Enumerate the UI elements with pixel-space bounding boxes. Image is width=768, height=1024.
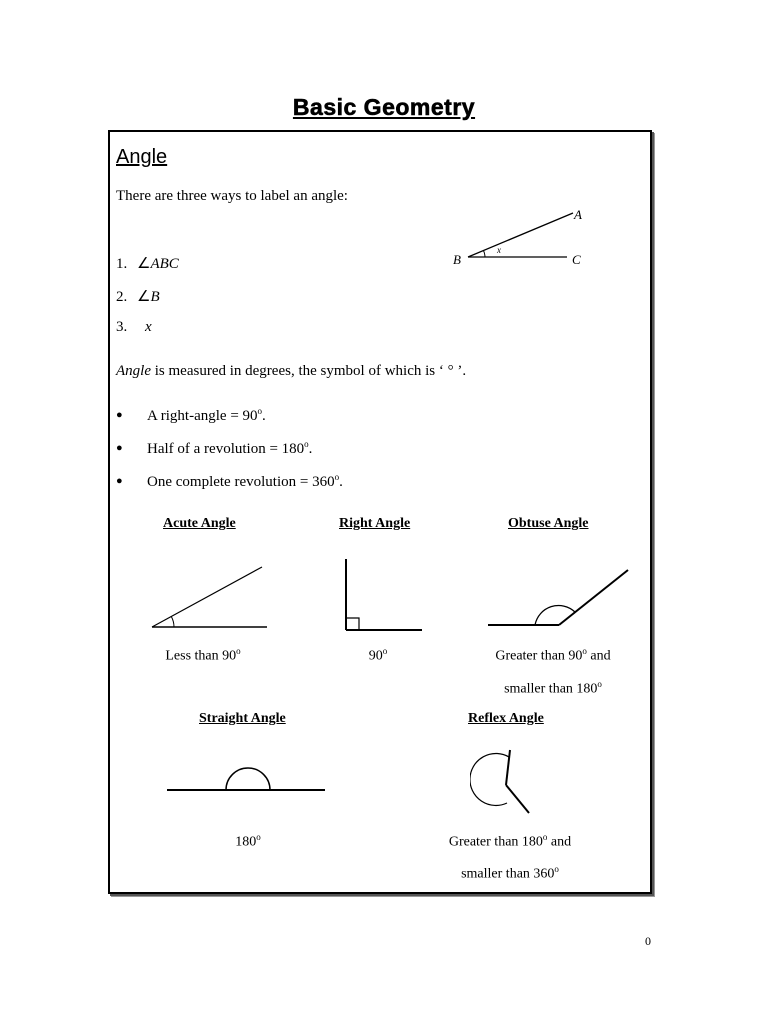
point-b-label: B [453,252,461,267]
obtuse-caption-line2 [478,679,628,698]
caption-end: and [586,648,611,664]
caption-text: Greater than 90 [495,648,583,664]
page-title: Basic Geometry [292,94,476,120]
bullet-text: A right-angle = 90 [147,408,258,424]
obtuse-angle-diagram [482,560,632,635]
degree-sentence [116,363,466,380]
reflex-angle-diagram [470,745,540,820]
acute-caption [148,646,258,665]
section-heading: Angle [116,146,168,168]
bullet-end: . [339,474,343,490]
label-number: 2. [116,289,128,305]
bullet-item [116,439,313,457]
label-item-1 [116,254,179,273]
label-text: x [145,319,152,335]
degree-sup: o [257,406,263,416]
bullet-icon: ● [116,442,123,454]
label-number: 1. [116,256,128,272]
intro-text: There are three ways to label an angle: [116,188,348,204]
angle-symbol: ∠ [137,289,151,305]
bullet-item [116,406,266,424]
label-text: ABC [150,256,179,272]
bullet-icon: ● [116,409,123,421]
bullet-text: Half of a revolution = 180 [147,441,305,457]
angle-arc [484,251,486,257]
right-angle-diagram [340,555,430,635]
caption-text: smaller than 180 [504,681,598,697]
reflex-caption-line1 [430,832,590,851]
point-c-label: C [572,252,581,267]
degree-sentence-rest: is measured in degrees, the symbol of which is ‘ ° ’. [151,363,467,379]
degree-sup: o [256,832,261,842]
degree-sup: o [597,679,602,689]
degree-sup: o [334,472,340,482]
label-item-2 [116,287,160,306]
obtuse-angle-label: Obtuse Angle [508,516,589,531]
caption-text: 180 [235,834,257,850]
caption-end: and [547,834,572,850]
angle-x-label: x [497,245,501,255]
straight-angle-diagram [165,760,330,800]
acute-angle-label: Acute Angle [163,516,236,531]
caption-text: Greater than 180 [448,834,543,850]
page-number: 0 [645,934,651,948]
angle-symbol: ∠ [137,256,151,272]
label-text: B [150,289,160,305]
angle-abc-diagram [440,200,600,275]
straight-angle-label: Straight Angle [199,711,286,726]
caption-text: smaller than 360 [461,866,555,882]
degree-sup: o [554,864,559,874]
right-angle-label: Right Angle [339,516,411,531]
straight-caption [218,832,278,851]
point-a-label: A [574,207,582,222]
reflex-caption-line2 [430,864,590,883]
right-caption [348,646,408,665]
label-item-3 [116,319,152,336]
bullet-end: . [308,441,313,457]
bullet-end: . [262,408,266,424]
degree-sup: o [542,832,548,842]
acute-angle-diagram [145,560,275,635]
bullet-text: One complete revolution = 360 [147,474,335,490]
degree-sup: o [236,646,241,656]
bullet-item [116,472,343,490]
reflex-angle-label: Reflex Angle [468,711,544,726]
obtuse-caption-line1 [478,646,628,665]
bullet-icon: ● [116,475,123,487]
label-number: 3. [116,319,128,335]
ray-ba [468,213,573,257]
caption-text: 90 [368,648,383,664]
caption-text: Less than 90 [165,648,237,664]
degree-sup: o [304,439,309,449]
degree-sup: o [382,646,388,656]
angle-word: Angle [116,363,151,379]
degree-sup: o [582,646,587,656]
